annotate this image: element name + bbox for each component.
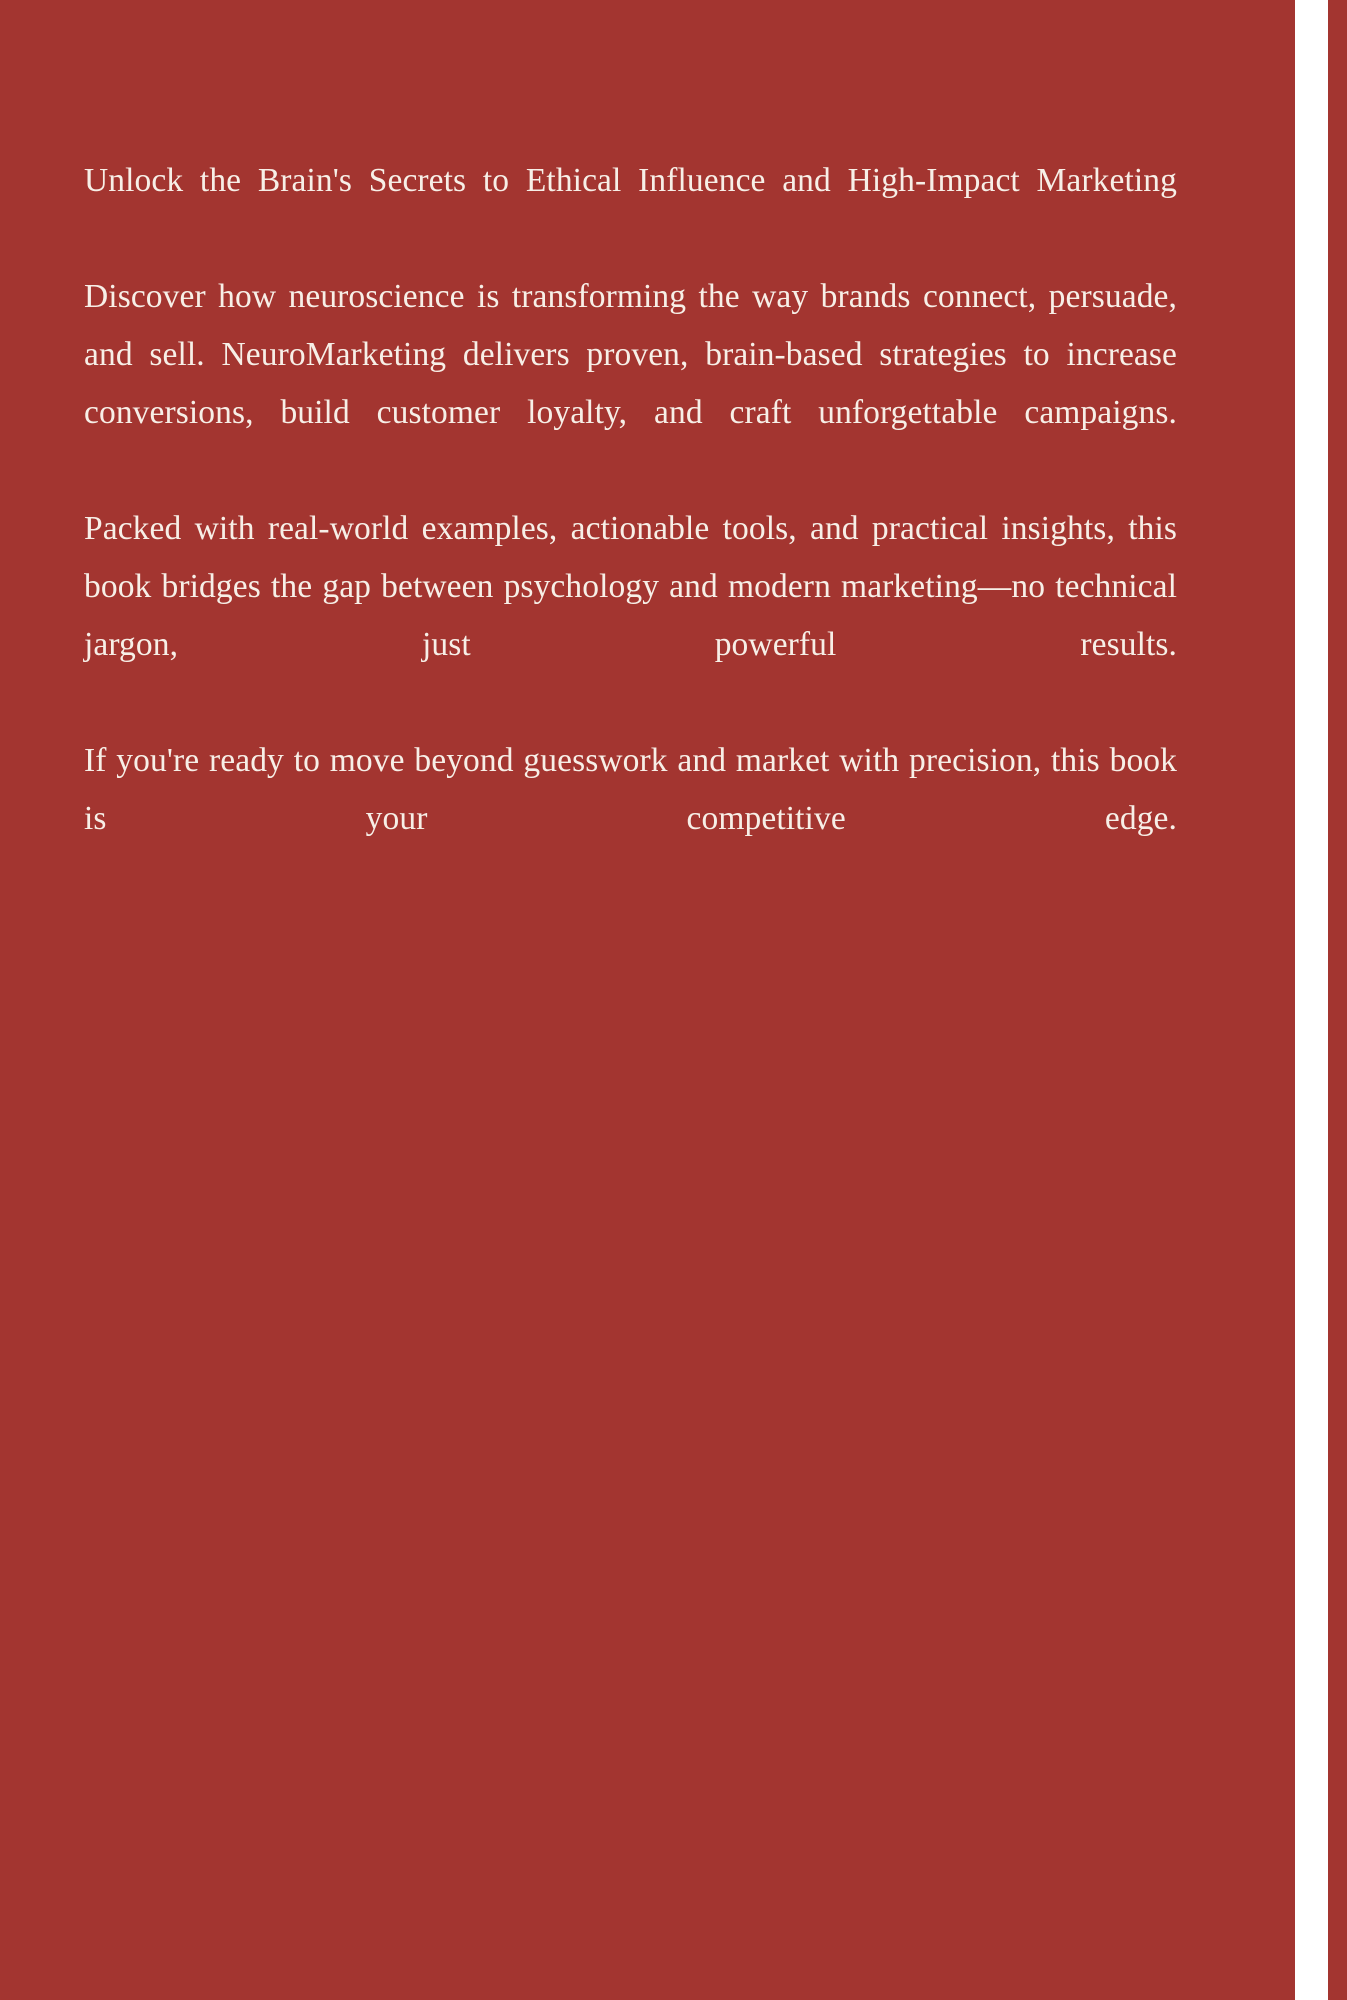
blurb-headline: Unlock the Brain's Secrets to Ethical Influence and High-Impact Marketing bbox=[84, 162, 1177, 199]
blurb-text-block bbox=[84, 152, 1177, 906]
blurb-paragraph-3: If you're ready to move beyond guesswork and market with precision, this book is your competitive edge. bbox=[84, 742, 1177, 837]
blurb-paragraph-2: Packed with real-world examples, actionable tools, and practical insights, this book bridges the gap between psychology and modern marketing—no technical jargon, just powerful results. bbox=[84, 510, 1177, 663]
cover-spine-strip bbox=[1328, 0, 1347, 2000]
blurb-paragraph-1: Discover how neuroscience is transforming the way brands connect, persuade, and sell. NeuroMarketing delivers proven, brain-based strategies to increase conversions, build customer loyalty, and craft unforgettable campaigns. bbox=[84, 278, 1177, 431]
cover-gutter bbox=[1295, 0, 1328, 2000]
